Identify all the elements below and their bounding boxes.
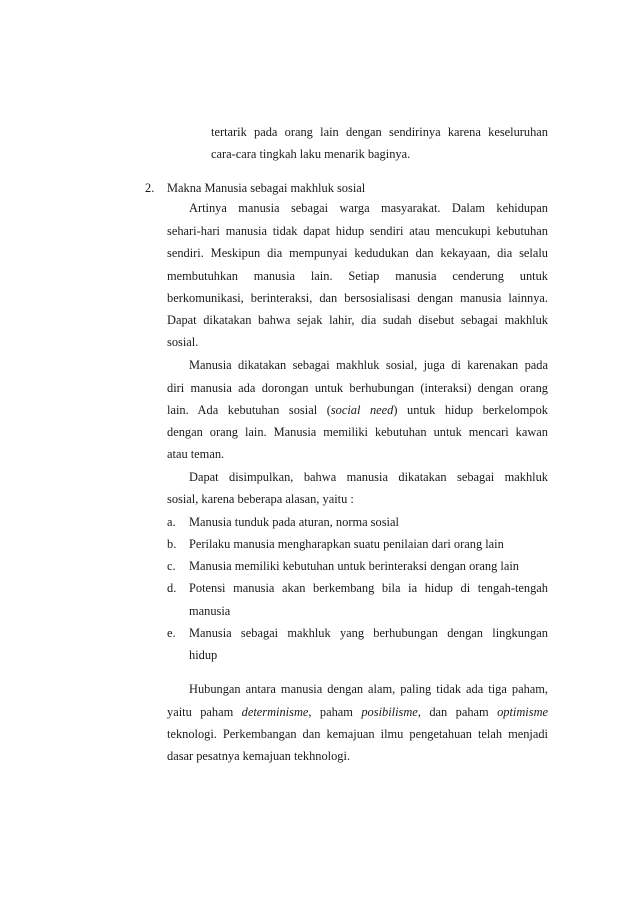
list-marker: e. — [167, 626, 176, 640]
para4-line-1: Hubungan antara manusia dengan alam, paling tidak ada tiga paham, — [189, 682, 548, 696]
list-item: Manusia sebagai makhluk yang berhubungan dengan lingkungan — [189, 626, 548, 640]
para4-line-2: yaitu paham determinisme, paham posibilisme, dan paham optimisme — [167, 705, 549, 719]
italic-term: social need — [330, 403, 394, 417]
para1-line-5: berkomunikasi, berinteraksi, dan bersosialisasi dengan manusia lainnya. — [167, 291, 548, 305]
italic-term: posibilisme — [361, 705, 418, 719]
para1-line-2: sehari-hari manusia tidak dapat hidup sendiri atau mencukupi kebutuhan — [167, 224, 548, 238]
para3-line-2: sosial, karena beberapa alasan, yaitu : — [167, 492, 354, 506]
list-item-cont: manusia — [189, 604, 231, 618]
italic-term: optimisme — [497, 705, 549, 719]
list-marker: b. — [167, 537, 177, 551]
para1-line-1: Artinya manusia sebagai warga masyarakat. Dalam kehidupan — [189, 201, 548, 215]
section-number: 2. — [145, 181, 155, 195]
list-marker: a. — [167, 515, 176, 529]
para2-line-4: dengan orang lain. Manusia memiliki kebutuhan untuk mencari kawan — [167, 425, 548, 439]
list-item: Manusia memiliki kebutuhan untuk berinteraksi dengan orang lain — [189, 559, 519, 573]
section-title: Makna Manusia sebagai makhluk sosial — [167, 181, 366, 195]
para1-line-4: membutuhkan manusia lain. Setiap manusia cenderung untuk — [167, 269, 548, 283]
para3-line-1: Dapat disimpulkan, bahwa manusia dikatakan sebagai makhluk — [189, 470, 548, 484]
intro-line-1: tertarik pada orang lain dengan sendirinya karena keseluruhan — [211, 125, 548, 139]
italic-term: determinisme — [241, 705, 309, 719]
intro-line-2: cara-cara tingkah laku menarik baginya. — [211, 147, 411, 161]
list-marker: c. — [167, 559, 176, 573]
para1-line-6: Dapat dikatakan bahwa sejak lahir, dia sudah disebut sebagai makhluk — [167, 313, 548, 327]
para1-line-7: sosial. — [167, 335, 199, 349]
list-item: Manusia tunduk pada aturan, norma sosial — [189, 515, 399, 529]
para2-line-2: diri manusia ada dorongan untuk berhubungan (interaksi) dengan orang — [167, 381, 548, 395]
para2-line-3: lain. Ada kebutuhan sosial (social need) untuk hidup berkelompok — [167, 403, 548, 417]
list-item: Perilaku manusia mengharapkan suatu penilaian dari orang lain — [189, 537, 504, 551]
list-item-cont: hidup — [189, 648, 218, 662]
para2-line-1: Manusia dikatakan sebagai makhluk sosial, juga di karenakan pada — [189, 358, 548, 372]
para1-line-3: sendiri. Meskipun dia mempunyai kedudukan dan kekayaan, dia selalu — [167, 246, 548, 260]
para4-line-3: teknologi. Perkembangan dan kemajuan ilmu pengetahuan telah menjadi — [167, 727, 548, 741]
list-marker: d. — [167, 581, 177, 595]
list-item: Potensi manusia akan berkembang bila ia hidup di tengah-tengah — [189, 581, 548, 595]
para4-line-4: dasar pesatnya kemajuan tekhnologi. — [167, 749, 351, 763]
para2-line-5: atau teman. — [167, 447, 225, 461]
